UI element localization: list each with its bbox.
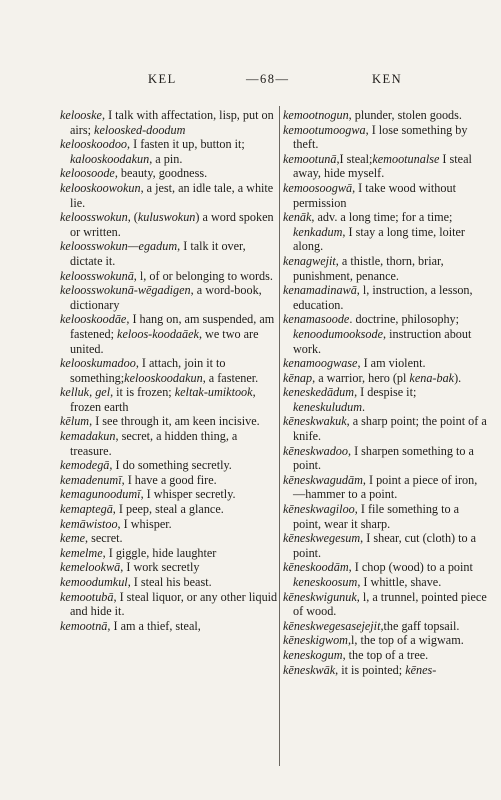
- entry-definition: , the top of a tree.: [342, 647, 429, 662]
- entry-definition: , I steal liquor, or any other liquid and hide it.: [70, 589, 278, 619]
- entry-headword: kēnap: [283, 370, 313, 385]
- entry-definition: , it is pointed;: [335, 662, 406, 677]
- dictionary-entry: [60, 619, 278, 634]
- entry-headword: kenamasoode: [283, 312, 350, 327]
- dictionary-entry: [60, 531, 278, 546]
- entry-definition: ,l, the top of a wigwam.: [347, 633, 464, 648]
- entry-definition: , it is frozen;: [110, 385, 175, 400]
- dictionary-entry: [60, 487, 278, 502]
- dictionary-entry: [283, 414, 489, 443]
- entry-headword: kēneskwegesum: [283, 531, 361, 546]
- entry-definition: ,the gaff topsail.: [380, 618, 460, 633]
- entry-headword: kemoodumkul: [60, 575, 128, 589]
- entry-variant-definition: I steal away, hide myself.: [293, 151, 472, 181]
- left-column: [60, 108, 278, 633]
- entry-headword: kemelme: [60, 545, 103, 560]
- dictionary-entry: [283, 152, 489, 181]
- entry-headword: keloosswokun: [60, 210, 128, 225]
- entry-variant-headword: kalooskoodakun: [70, 151, 150, 166]
- entry-headword: kenagwejit: [283, 253, 336, 268]
- entry-headword: kelooskumadoo: [60, 356, 136, 371]
- dictionary-entry: [283, 590, 489, 619]
- entry-headword: kēneskigwom: [283, 633, 348, 648]
- dictionary-entry: [60, 429, 278, 458]
- dictionary-entry: [60, 414, 278, 429]
- entry-headword: kemadenumī: [60, 472, 122, 487]
- entry-definition: , I whisper secretly.: [140, 487, 236, 502]
- entry-variant-definition: , I stay a long time, loiter along.: [293, 224, 465, 254]
- entry-definition: , I fasten it up, button it;: [127, 137, 245, 152]
- entry-headword: keloosswokunā-wēgadigen: [60, 283, 191, 298]
- entry-definition: , I hang on, am suspended, am fastened;: [70, 312, 275, 341]
- dictionary-entry: [60, 356, 278, 385]
- entry-definition: , a word-book, dictionary: [70, 283, 262, 312]
- entry-headword: kemadakun: [60, 429, 116, 444]
- entry-definition: , I sharpen something to a point.: [293, 443, 474, 473]
- entry-variant-definition: ) a word spoken or written.: [70, 210, 274, 239]
- entry-definition: , I am a thief, steal,: [107, 618, 201, 633]
- entry-variant-definition: , we two are united.: [70, 326, 259, 356]
- entry-variant-definition: ).: [454, 370, 462, 385]
- entry-headword: kemootnogun: [283, 108, 349, 122]
- entry-variant-definition: , frozen earth: [70, 385, 256, 414]
- entry-headword: kēneskwigunuk: [283, 589, 357, 604]
- entry-headword: kēneskwagudām: [283, 472, 363, 487]
- entry-variant-headword: kemootunalse: [372, 151, 440, 166]
- dictionary-entry: [60, 517, 278, 532]
- entry-definition: , I whisper.: [117, 516, 172, 531]
- entry-variant-headword: keltak-umiktook: [174, 385, 253, 400]
- entry-definition: ,I steal;: [336, 151, 373, 166]
- entry-definition: , a sharp point; the point of a knife.: [293, 414, 487, 444]
- dictionary-entry: [60, 385, 278, 414]
- dictionary-entry: [60, 239, 278, 268]
- dictionary-entry: [283, 108, 489, 123]
- dictionary-entry: [283, 385, 489, 414]
- entry-definition: , l, instruction, a lesson, education.: [293, 283, 473, 312]
- dictionary-entry: [60, 575, 278, 590]
- entry-headword: kemodegā: [60, 458, 110, 473]
- dictionary-entry: [283, 356, 489, 371]
- entry-definition: , a jest, an idle tale, a white lie.: [70, 180, 274, 210]
- column-divider: [279, 106, 280, 766]
- entry-definition: , a warrior, hero (pl: [312, 370, 410, 385]
- entry-definition: , I lose something by theft.: [293, 122, 468, 152]
- entry-definition: , I shear, cut (cloth) to a point.: [293, 531, 477, 560]
- entry-variant-headword: kelooskoodakun: [124, 370, 203, 385]
- entry-variant-definition: , a pin.: [149, 151, 183, 166]
- entry-definition: , a thistle, thorn, briar, punishment, penance.: [293, 253, 444, 283]
- entry-definition: , I do something secretly.: [109, 458, 232, 473]
- entry-headword: kenamoogwase: [283, 356, 358, 371]
- entry-headword: kēneskwagiloo: [283, 502, 355, 517]
- entry-headword: kemelookwā: [60, 560, 121, 575]
- entry-variant-headword: keneskoosum: [293, 575, 358, 589]
- entry-headword: kemootnā: [60, 618, 108, 633]
- dictionary-entry: [283, 502, 489, 531]
- entry-variant-definition: .: [362, 399, 366, 414]
- entry-headword: keloosoode: [60, 166, 115, 181]
- entry-definition: , I steal his beast.: [127, 575, 212, 589]
- entry-definition: , I peep, steal a glance.: [112, 502, 224, 517]
- entry-variant-definition: , a fastener.: [202, 370, 259, 385]
- entry-variant-definition: , I whittle, shave.: [357, 575, 442, 589]
- dictionary-entry: [60, 473, 278, 488]
- entry-variant-headword: kēnes-: [405, 662, 437, 677]
- entry-headword: kemaptegā: [60, 502, 113, 517]
- dictionary-entry: [60, 502, 278, 517]
- entry-headword: kemootumoogwa: [283, 122, 366, 137]
- entry-variant-headword: kena-bak: [409, 370, 455, 385]
- dictionary-entry: [60, 269, 278, 284]
- entry-headword: keneskedādum: [283, 385, 355, 400]
- dictionary-entry: [283, 210, 489, 254]
- entry-definition: , I take wood without permission: [293, 180, 456, 210]
- dictionary-entry: [283, 283, 489, 312]
- dictionary-entry: [283, 648, 489, 663]
- entry-headword: kēneskwakuk: [283, 414, 347, 429]
- entry-definition: , I attach, join it to something;: [70, 356, 226, 385]
- entry-definition: , I giggle, hide laughter: [102, 545, 217, 560]
- entry-definition: , plunder, stolen goods.: [348, 108, 462, 122]
- dictionary-entry: [283, 123, 489, 152]
- entry-definition: , secret, a hidden thing, a treasure.: [70, 429, 238, 458]
- entry-headword: keloosswokun—egadum: [60, 239, 178, 254]
- entry-definition: , adv. a long time; for a time;: [311, 210, 453, 225]
- entry-variant-headword: kenkadum: [293, 224, 343, 239]
- dictionary-entry: [60, 181, 278, 210]
- dictionary-entry: [283, 444, 489, 473]
- entry-headword: keme: [60, 531, 86, 546]
- dictionary-entry: [60, 458, 278, 473]
- entry-definition: , I chop (wood) to a point: [348, 560, 473, 575]
- entry-headword: kēneskoodām: [283, 560, 349, 575]
- dictionary-entry: [283, 181, 489, 210]
- header-left-guideword: KEL: [148, 72, 177, 86]
- entry-headword: kelooskoowokun: [60, 180, 141, 195]
- entry-definition: , I point a piece of iron,—hammer to a point.: [293, 472, 478, 502]
- dictionary-entry: [60, 546, 278, 561]
- entry-headword: kēneskwāk: [283, 662, 336, 677]
- entry-definition: . doctrine, philosophy;: [349, 312, 460, 327]
- dictionary-entry: [283, 619, 489, 634]
- entry-headword: kemootubā: [60, 589, 114, 604]
- dictionary-entry: [60, 283, 278, 312]
- dictionary-entry: [283, 473, 489, 502]
- header-right-guideword: KEN: [372, 72, 403, 86]
- entry-headword: kelooskoodoo: [60, 137, 128, 152]
- dictionary-entry: [283, 633, 489, 648]
- entry-definition: , I despise it;: [354, 385, 417, 400]
- dictionary-entry: [60, 166, 278, 181]
- entry-variant-headword: kuluswokun: [137, 210, 196, 225]
- dictionary-entry: [283, 312, 489, 356]
- entry-variant-headword: keneskuludum: [293, 399, 363, 414]
- dictionary-entry: [60, 560, 278, 575]
- entry-headword: kemoosoogwā: [283, 180, 353, 195]
- dictionary-entry: [60, 108, 278, 137]
- entry-variant-headword: kenoodumooksode: [293, 326, 384, 341]
- entry-headword: kenāk: [283, 210, 312, 225]
- entry-headword: kēneskwadoo: [283, 443, 348, 458]
- page-number: —68—: [246, 72, 290, 86]
- dictionary-entry: [283, 560, 489, 589]
- entry-headword: kemagunoodumī: [60, 487, 141, 502]
- entry-definition: , I file something to a point, wear it sharp.: [293, 502, 460, 531]
- entry-definition: , I talk with affectation, lisp, put on airs;: [70, 108, 274, 137]
- entry-headword: kemootunā: [283, 151, 337, 166]
- entry-headword: kēlum: [60, 414, 90, 429]
- entry-headword: kēneskwegesasejejit: [283, 618, 381, 633]
- entry-definition: , I am violent.: [357, 356, 426, 371]
- entry-variant-definition: , instruction about work.: [293, 326, 472, 356]
- dictionary-entry: [60, 137, 278, 166]
- dictionary-entry: [283, 371, 489, 386]
- entry-headword: keneskogum: [283, 647, 343, 662]
- entry-headword: kenamadinawā: [283, 283, 357, 298]
- entry-headword: keloosswokunā: [60, 268, 134, 283]
- entry-headword: kemāwistoo: [60, 516, 118, 531]
- entry-definition: , I talk it over, dictate it.: [70, 239, 246, 268]
- entry-headword: kelooskoodāe: [60, 312, 127, 327]
- entry-definition: , I see through it, am keen incisive.: [89, 414, 260, 429]
- entry-variant-headword: keloos-koodaāek: [117, 326, 199, 341]
- entry-definition: , l, a trunnel, pointed piece of wood.: [293, 589, 487, 619]
- dictionary-entry: [60, 210, 278, 239]
- dictionary-entry: [60, 312, 278, 356]
- right-column: [283, 108, 489, 677]
- entry-headword: kelooske: [60, 108, 102, 122]
- dictionary-entry: [283, 531, 489, 560]
- entry-variant-headword: keloosked-doodum: [94, 122, 186, 137]
- dictionary-entry: [60, 590, 278, 619]
- entry-definition: , secret.: [85, 531, 123, 546]
- entry-definition: , (: [127, 210, 138, 225]
- entry-definition: , I have a good fire.: [121, 472, 217, 487]
- entry-headword: kelluk, gel: [60, 385, 111, 400]
- dictionary-entry: [283, 254, 489, 283]
- dictionary-entry: [283, 663, 489, 678]
- entry-definition: , I work secretly: [120, 560, 200, 575]
- entry-definition: , l, of or belonging to words.: [133, 268, 273, 283]
- entry-definition: , beauty, goodness.: [114, 166, 208, 181]
